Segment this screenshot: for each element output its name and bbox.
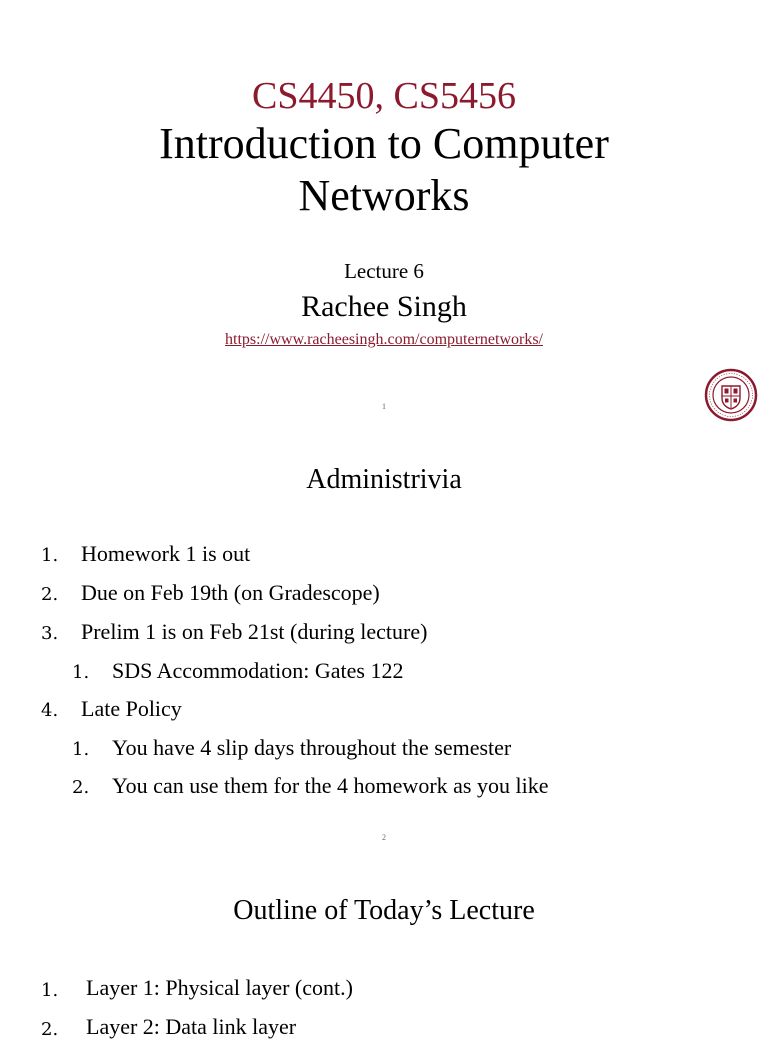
list-item-number: 1. <box>41 980 59 1001</box>
list-item-number: 2. <box>41 1019 59 1040</box>
course-url-link[interactable]: https://www.racheesingh.com/computernetworks/ <box>225 331 543 348</box>
list-item-number: 4. <box>41 700 59 721</box>
outline-heading: Outline of Today’s Lecture <box>233 895 535 926</box>
list-item-number: 1. <box>72 739 90 760</box>
list-item-number: 1. <box>41 545 59 566</box>
slide-title-line-2: Networks <box>298 171 470 220</box>
author-name: Rachee Singh <box>301 290 467 323</box>
page-number-1: 1 <box>382 402 386 411</box>
cornell-seal-icon <box>704 368 758 422</box>
list-item-number: 2. <box>72 777 90 798</box>
list-item-number: 2. <box>41 584 59 605</box>
list-item-number: 1. <box>72 662 90 683</box>
list-item-text: SDS Accommodation: Gates 122 <box>112 658 404 683</box>
list-item-text: Layer 1: Physical layer (cont.) <box>86 975 353 1000</box>
course-url <box>0 330 768 350</box>
administrivia-heading: Administrivia <box>306 464 462 495</box>
list-item-text: Prelim 1 is on Feb 21st (during lecture) <box>81 619 428 644</box>
page-number-2: 2 <box>382 833 386 842</box>
list-item-text: Homework 1 is out <box>81 541 251 566</box>
list-item-text: Late Policy <box>81 696 182 721</box>
list-item-text: You can use them for the 4 homework as you like <box>112 773 549 798</box>
slide-title-line-1: Introduction to Computer <box>159 119 609 168</box>
list-item-number: 3. <box>41 623 59 644</box>
slide-title <box>0 118 768 222</box>
list-item-text: Layer 2: Data link layer <box>86 1014 297 1039</box>
course-code: CS4450, CS5456 <box>252 75 516 117</box>
list-item-text: Due on Feb 19th (on Gradescope) <box>81 580 380 605</box>
lecture-number: Lecture 6 <box>344 259 424 283</box>
list-item-text: You have 4 slip days throughout the semester <box>112 735 512 760</box>
